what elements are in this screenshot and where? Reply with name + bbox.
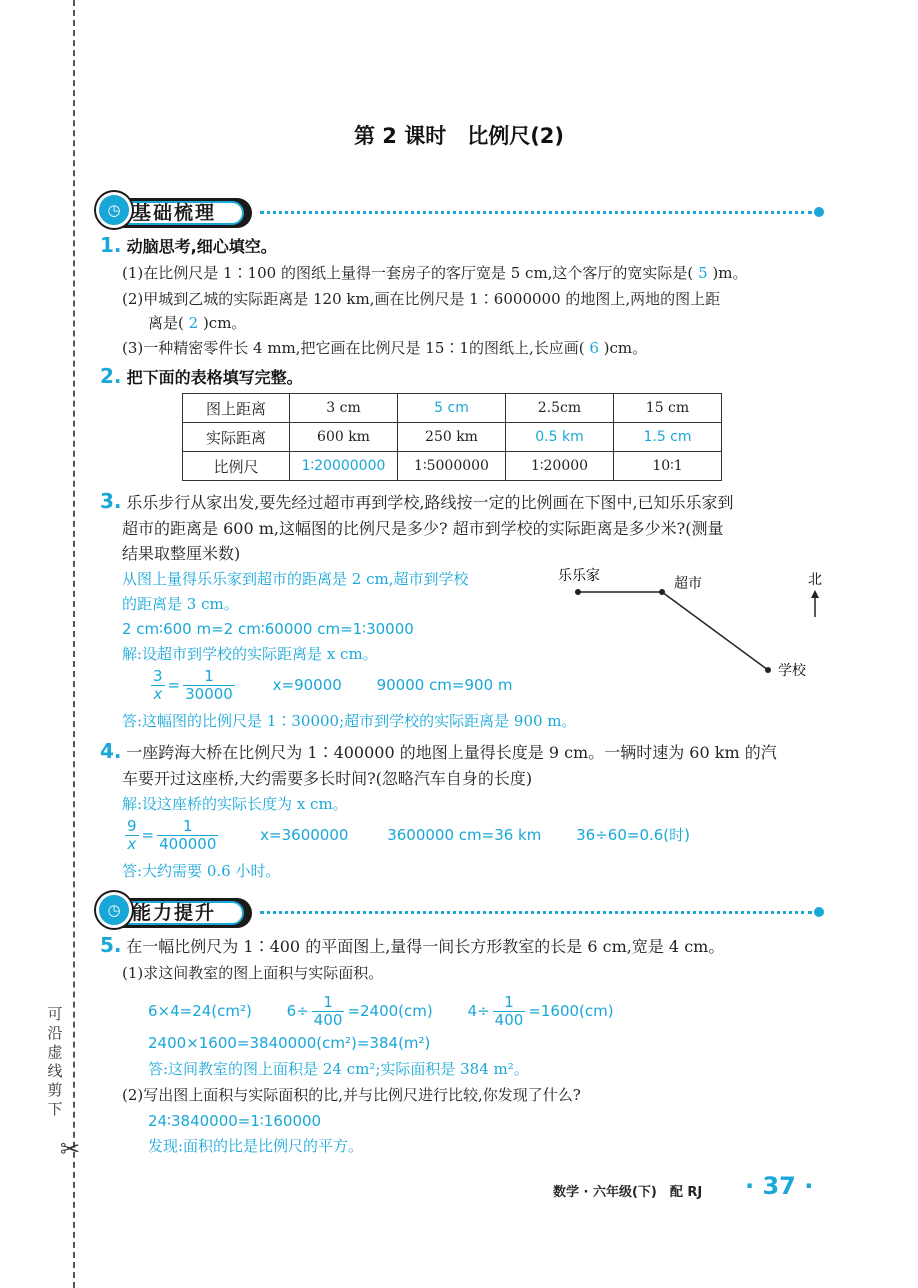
q5-answer-2: 2400×1600=3840000(cm²)=384(m²) bbox=[148, 1034, 431, 1052]
question-number: 2. bbox=[100, 364, 122, 388]
clock-icon: ◷ bbox=[96, 192, 132, 228]
q4-answer-final: 答:大约需要 0.6 小时。 bbox=[122, 862, 281, 880]
q5-answer-4: 24∶3840000=1∶160000 bbox=[148, 1112, 322, 1130]
q5-answer-1: 6×4=24(cm²) 6÷ $\frac{1}{400}$ =2400(cm) 4÷ $\frac{1}{400}$ =1600(cm) bbox=[148, 993, 614, 1029]
q5-sub-1: (1)求这间教室的图上面积与实际面积。 bbox=[122, 964, 384, 982]
section-header-basic bbox=[102, 198, 826, 234]
table-cell: 10∶1 bbox=[614, 452, 722, 481]
section-header-advanced bbox=[102, 898, 826, 934]
answer: 5 bbox=[693, 264, 713, 282]
table-cell: 250 km bbox=[398, 423, 506, 452]
divider-end-dot bbox=[814, 907, 824, 917]
page-title: 第 2 课时 比例尺(2) bbox=[353, 124, 565, 148]
scissors-icon: ✂ bbox=[60, 1135, 81, 1163]
q4-answer-1: 解:设这座桥的实际长度为 x cm。 bbox=[122, 795, 348, 813]
question-number: 5. bbox=[100, 933, 122, 957]
table-cell: 2.5cm bbox=[506, 394, 614, 423]
q5-answer-3: 答:这间教室的图上面积是 24 cm²;实际面积是 384 m²。 bbox=[148, 1060, 529, 1078]
market-label: 超市 bbox=[674, 576, 702, 592]
table-row bbox=[183, 423, 722, 452]
table-row bbox=[183, 452, 722, 481]
question-5: 5. 在一幅比例尺为 1∶400 的平面图上,量得一间长方形教室的长是 6 cm,宽是 4 cm。 bbox=[100, 933, 725, 957]
cut-instruction: 可 沿 虚 线 剪 下 bbox=[47, 1005, 63, 1118]
home-point bbox=[575, 589, 581, 595]
q1-line-2: (2)甲城到乙城的实际距离是 120 km,画在比例尺是 1∶6000000 的地图上,两地的图上距 bbox=[122, 290, 721, 308]
fraction: $\frac{9}{x}$ bbox=[127, 817, 137, 853]
route-market-school bbox=[662, 592, 768, 670]
table-cell-answer: 1∶20000000 bbox=[290, 452, 398, 481]
question-title: 把下面的表格填写完整。 bbox=[126, 368, 303, 387]
school-point bbox=[765, 667, 771, 673]
footer-text: 数学 · 六年级(下) 配 RJ bbox=[553, 1185, 703, 1200]
q5-answer-5: 发现:面积的比是比例尺的平方。 bbox=[148, 1137, 364, 1155]
q3-answer-4: 解:设超市到学校的实际距离是 x cm。 bbox=[122, 645, 378, 663]
q1-line-1: (1)在比例尺是 1∶100 的图纸上量得一套房子的客厅宽是 5 cm,这个客厅的宽实际是( 5 )m。 bbox=[122, 264, 748, 282]
home-label: 乐乐家 bbox=[558, 568, 600, 584]
section-title: 能力提升 bbox=[132, 902, 217, 924]
q3-answer-2: 的距离是 3 cm。 bbox=[122, 595, 239, 613]
clock-icon: ◷ bbox=[96, 892, 132, 928]
fraction: $\frac{1}{400000}$ bbox=[159, 817, 217, 853]
question-4: 4. 一座跨海大桥在比例尺为 1∶400000 的地图上量得长度是 9 cm。一辆时速为 60 km 的汽 bbox=[100, 739, 777, 763]
table-cell: 15 cm bbox=[614, 394, 722, 423]
q4-line-2: 车要开过这座桥,大约需要多长时间?(忽略汽车自身的长度) bbox=[122, 769, 533, 788]
school-label: 学校 bbox=[778, 663, 806, 679]
table-row bbox=[183, 394, 722, 423]
fraction: $\frac{3}{x}$ bbox=[153, 667, 163, 703]
table-cell-answer: 5 cm bbox=[398, 394, 506, 423]
q3-line-3: 结果取整厘米数) bbox=[122, 544, 241, 563]
row-label: 图上距离 bbox=[183, 394, 290, 423]
market-point bbox=[659, 589, 665, 595]
q4-equation: $\frac{9}{x}$ = $\frac{1}{400000}$ x=3600000 3600000 cm=36 km 36÷60=0.6(时) bbox=[127, 817, 691, 853]
answer: 6 bbox=[584, 339, 604, 357]
q3-answer-3: 2 cm∶600 m=2 cm∶60000 cm=1∶30000 bbox=[122, 620, 414, 638]
question-2 bbox=[100, 364, 303, 388]
page-number: · 37 · bbox=[745, 1172, 814, 1200]
question-number: 1. bbox=[100, 233, 122, 257]
question-title: 动脑思考,细心填空。 bbox=[126, 237, 277, 256]
question-number: 4. bbox=[100, 739, 122, 763]
route-map bbox=[550, 562, 840, 692]
table-cell: 1∶20000 bbox=[506, 452, 614, 481]
q1-line-2b: 离是( 2 )cm。 bbox=[148, 314, 247, 332]
question-number: 3. bbox=[100, 489, 122, 513]
dotted-divider bbox=[260, 211, 812, 214]
row-label: 实际距离 bbox=[183, 423, 290, 452]
cut-dashed-line bbox=[73, 0, 75, 1288]
section-title: 基础梳理 bbox=[132, 202, 217, 224]
question-3: 3. 乐乐步行从家出发,要先经过超市再到学校,路线按一定的比例画在下图中,已知乐乐家到 bbox=[100, 489, 734, 513]
divider-end-dot bbox=[814, 207, 824, 217]
table-cell-answer: 1.5 cm bbox=[614, 423, 722, 452]
north-label: 北 bbox=[808, 572, 822, 588]
q1-line-3: (3)一种精密零件长 4 mm,把它画在比例尺是 15∶1的图纸上,长应画( 6 )cm。 bbox=[122, 339, 648, 357]
dotted-divider bbox=[260, 911, 812, 914]
table-cell: 1∶5000000 bbox=[398, 452, 506, 481]
table-cell: 600 km bbox=[290, 423, 398, 452]
q3-equation: $\frac{3}{x}$ = $\frac{1}{30000}$ x=90000 90000 cm=900 m bbox=[153, 667, 513, 703]
fraction: $\frac{1}{30000}$ bbox=[185, 667, 233, 703]
fill-in-table bbox=[182, 393, 722, 481]
q3-line-2: 超市的距离是 600 m,这幅图的比例尺是多少? 超市到学校的实际距离是多少米?(测量 bbox=[122, 519, 724, 538]
north-arrowhead-icon bbox=[811, 590, 819, 598]
fraction: $\frac{1}{400}$ bbox=[313, 993, 343, 1029]
q3-answer-final: 答:这幅图的比例尺是 1∶30000;超市到学校的实际距离是 900 m。 bbox=[122, 712, 577, 730]
q3-answer-1: 从图上量得乐乐家到超市的距离是 2 cm,超市到学校 bbox=[122, 570, 469, 588]
q5-sub-2: (2)写出图上面积与实际面积的比,并与比例尺进行比较,你发现了什么? bbox=[122, 1086, 581, 1104]
row-label: 比例尺 bbox=[183, 452, 290, 481]
table-cell: 3 cm bbox=[290, 394, 398, 423]
question-1 bbox=[100, 233, 277, 257]
answer: 2 bbox=[183, 314, 203, 332]
fraction: $\frac{1}{400}$ bbox=[494, 993, 524, 1029]
table-cell-answer: 0.5 km bbox=[506, 423, 614, 452]
